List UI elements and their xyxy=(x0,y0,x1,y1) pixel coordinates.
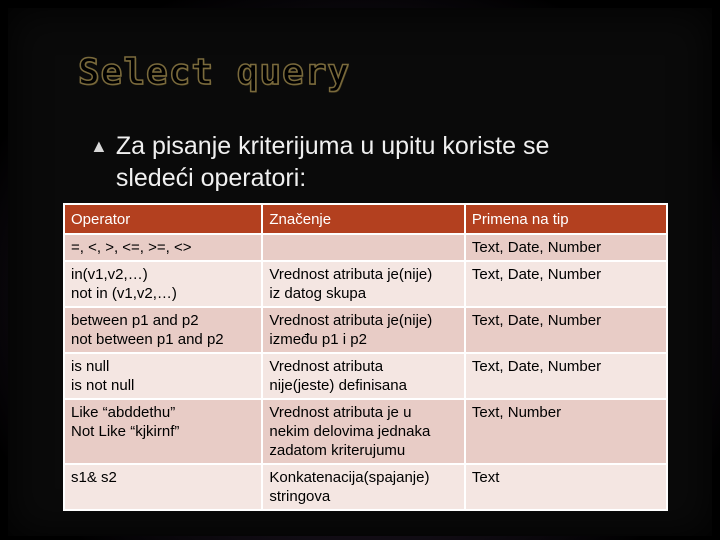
meaning-line: nekim delovima jednaka xyxy=(269,423,431,440)
cell-type: Text, Date, Number xyxy=(465,234,667,261)
bullet-line-2: sledeći operatori: xyxy=(115,164,307,192)
operator-line: is null xyxy=(71,358,110,375)
operator-line: not in (v1,v2,…) xyxy=(71,285,177,302)
cell-operator xyxy=(64,234,262,261)
operator-line: =, <, >, <=, >=, <> xyxy=(71,239,192,256)
cell-meaning xyxy=(262,234,465,261)
cell-meaning xyxy=(262,353,465,399)
triangle-up-icon: ▲ xyxy=(90,136,108,156)
meaning-line: Vrednost atributa je(nije) xyxy=(269,266,433,283)
operators-table xyxy=(63,203,668,511)
meaning-line: Vrednost atributa je(nije) xyxy=(269,312,433,329)
cell-operator xyxy=(64,464,262,510)
cell-meaning xyxy=(262,261,465,307)
cell-type: Text, Date, Number xyxy=(465,261,667,307)
bullet-line-1: Za pisanje kriterijuma u upitu koriste se xyxy=(115,132,550,160)
header-meaning: Značenje xyxy=(262,204,465,234)
bullet-item xyxy=(90,130,650,194)
cell-operator xyxy=(64,261,262,307)
meaning-line: Vrednost atributa je u xyxy=(269,404,412,421)
cell-type: Text, Date, Number xyxy=(465,307,667,353)
cell-operator xyxy=(64,353,262,399)
cell-meaning xyxy=(262,464,465,510)
header-type: Primena na tip xyxy=(465,204,667,234)
meaning-line: iz datog skupa xyxy=(269,285,367,302)
cell-type: Text, Number xyxy=(465,399,667,464)
table-row xyxy=(64,261,667,307)
cell-operator xyxy=(64,307,262,353)
meaning-line: Konkatenacija(spajanje) xyxy=(269,469,430,486)
table-row xyxy=(64,399,667,464)
meaning-line: Vrednost atributa xyxy=(269,358,384,375)
operator-line: between p1 and p2 xyxy=(71,312,199,329)
table-header-row xyxy=(64,204,667,234)
header-operator: Operator xyxy=(64,204,262,234)
operator-line: is not null xyxy=(71,377,135,394)
cell-operator xyxy=(64,399,262,464)
cell-meaning xyxy=(262,307,465,353)
operator-line: Like “abddethu” xyxy=(71,404,176,421)
bullet-text xyxy=(116,130,650,194)
table-row xyxy=(64,234,667,261)
slide-title: Select query xyxy=(78,52,351,93)
table-row xyxy=(64,353,667,399)
operator-line: not between p1 and p2 xyxy=(71,331,224,348)
cell-type: Text, Date, Number xyxy=(465,353,667,399)
meaning-line: nije(jeste) definisana xyxy=(269,377,407,394)
meaning-line: između p1 i p2 xyxy=(269,331,367,348)
operator-line: s1& s2 xyxy=(71,469,117,486)
operator-line: in(v1,v2,…) xyxy=(71,266,148,283)
table-row xyxy=(64,464,667,510)
cell-meaning xyxy=(262,399,465,464)
operator-line: Not Like “kjkirnf” xyxy=(71,423,180,440)
cell-type: Text xyxy=(465,464,667,510)
meaning-line: stringova xyxy=(269,488,331,505)
table-row xyxy=(64,307,667,353)
meaning-line: zadatom kriterujumu xyxy=(269,442,406,459)
